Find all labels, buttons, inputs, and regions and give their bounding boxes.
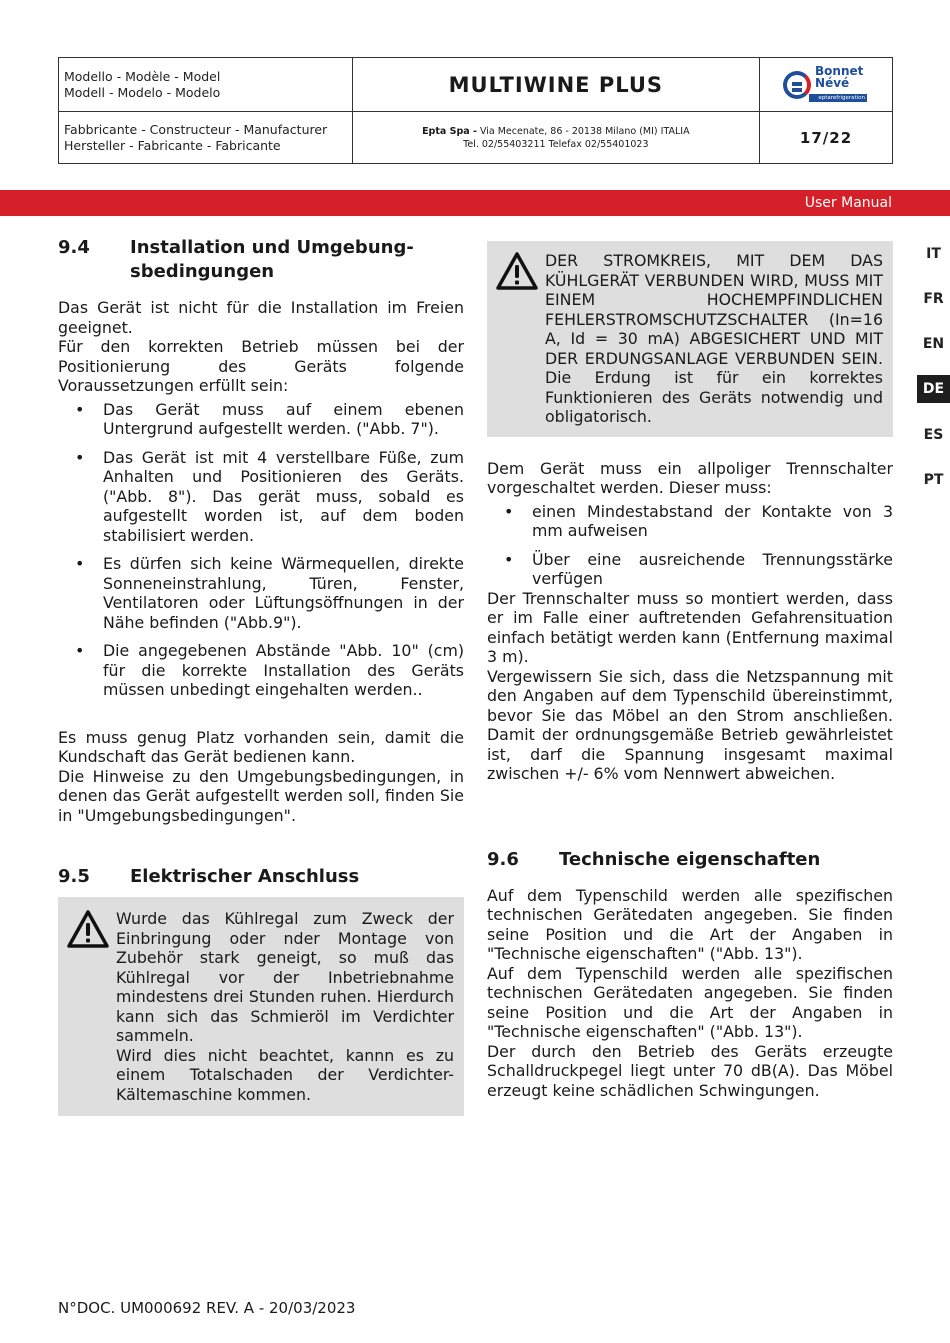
company-name: Epta Spa -	[422, 125, 477, 137]
document-title: MULTIWINE PLUS	[448, 72, 664, 97]
address-cell	[352, 112, 759, 164]
section-heading-9-6	[487, 848, 893, 872]
title-cell	[352, 58, 759, 112]
manufacturer-label-line-1: Fabbricante - Constructeur - Manufacturer	[64, 121, 328, 137]
warning-text: DER STROMKREIS, MIT DEM DAS KÜHLGERÄT VERBUNDEN WIRD, MUSS MIT EINEM HOCHEMPFINDLICHEN FEHLERSTROMSCHUTZSCHALTER (In=16 A, Id = 30 mA) ABGESICHERT UND MIT DER ERDUNGSANLAGE VERBUNDEN SEIN. Die Erdung ist für ein korrektes Funktionieren des Geräts notwendig und obligatorisch.	[545, 251, 883, 426]
address-text: Via Mecenate, 86 - 20138 Milano (MI) ITALIA	[476, 125, 690, 137]
model-label-cell	[59, 58, 353, 112]
paragraph: Dem Gerät muss ein allpoliger Trennschalter vorgeschaltet werden. Dieser muss:	[487, 458, 893, 497]
section-heading-9-4	[58, 236, 464, 284]
paragraph: Die Hinweise zu den Umgebungsbedingungen, in denen das Gerät aufgestellt werden soll, finden Sie in "Umgebungsbedingungen".	[58, 766, 464, 825]
document-number-footer: N°DOC. UM000692 REV. A - 20/03/2023	[58, 1299, 356, 1317]
section-number: 9.6	[487, 848, 519, 870]
section-title: Elektrischer Anschluss	[130, 866, 360, 887]
manual-band	[0, 190, 950, 216]
list-item: • Über eine ausreichende Trennungsstärke verfügen	[487, 550, 893, 589]
company-phone: Tel. 02/55403211 Telefax 02/55401023	[463, 138, 649, 150]
disconnector-requirements-list	[487, 502, 893, 589]
lang-tab-es[interactable]: ES	[923, 427, 944, 443]
logo-text-line-1: Bonnet	[815, 63, 864, 78]
section-heading-9-5	[58, 865, 464, 889]
paragraph: Es muss genug Platz vorhanden sein, damit die Kundschaft das Gerät bedienen kann.	[58, 727, 464, 766]
right-column	[487, 241, 893, 1100]
band-label: User Manual	[804, 195, 892, 211]
warning-text: Wird dies nicht beachtet, kannn es zu einem Totalschaden der Verdichter-Kältemaschine kommen.	[116, 1045, 454, 1104]
bonnet-neve-logo	[783, 65, 869, 105]
section-number: 9.5	[58, 866, 90, 887]
paragraph: Das Gerät ist nicht für die Installation im Freien geeignet.	[58, 298, 464, 337]
section-title: Technische eigenschaften	[559, 848, 821, 870]
installation-requirements-list	[58, 400, 464, 700]
left-column	[58, 236, 464, 1116]
list-item: • Die angegebenen Abstände "Abb. 10" (cm) für die korrekte Installation des Geräts müssen unbedingt eingehalten werden..	[58, 641, 464, 700]
logo-emblem-icon	[783, 71, 811, 99]
list-item: • einen Mindestabstand der Kontakte von 3 mm aufweisen	[487, 502, 893, 541]
page-cell	[760, 112, 893, 164]
model-label-line-1: Modello - Modèle - Model	[64, 68, 221, 84]
list-item: • Das Gerät muss auf einem ebenen Untergrund aufgestellt werden. ("Abb. 7").	[58, 400, 464, 439]
company-address	[353, 125, 759, 138]
list-item: • Es dürfen sich keine Wärmequellen, direkte Sonneneinstrahlung, Türen, Fenster, Ventilatoren oder Lüftungsöffnungen in der Nähe befinden ("Abb.9").	[58, 554, 464, 632]
warning-icon	[487, 251, 545, 427]
lang-tab-pt[interactable]: PT	[923, 472, 944, 488]
logo-text-line-2: Névé	[815, 75, 850, 90]
paragraph: Für den korrekten Betrieb müssen bei der Positionierung des Geräts folgende Voraussetzungen erfüllt sein:	[58, 337, 464, 395]
lang-tab-it[interactable]: IT	[926, 246, 941, 262]
warning-box-tilt	[58, 897, 464, 1116]
model-label-line-2: Modell - Modelo - Modelo	[64, 84, 221, 100]
paragraph: Auf dem Typenschild werden alle spezifischen technischen Gerätedaten angegeben. Sie finden seine Position und die Art der Angaben in "Technische eigenschaften" ("Abb. 13").	[487, 963, 893, 1041]
warning-icon	[58, 909, 116, 1104]
lang-tab-fr[interactable]: FR	[923, 291, 944, 307]
paragraph: Vergewissern Sie sich, dass die Netzspannung mit den Angaben auf dem Typenschild übereinstimmt, bevor Sie das Möbel an den Strom anschließen. Damit der ordnungsgemäße Betrieb gewährleistet ist, darf die Spannung insgesamt maximal zwischen +/- 6% vom Nennwert abweichen.	[487, 666, 893, 783]
section-number: 9.4	[58, 237, 90, 258]
page-number: 17/22	[799, 129, 853, 147]
lang-tab-de[interactable]: DE	[917, 375, 950, 403]
manufacturer-label-cell	[59, 112, 353, 164]
logo-cell	[760, 58, 893, 112]
manufacturer-label-line-2: Hersteller - Fabricante - Fabricante	[64, 137, 281, 153]
lang-tab-en[interactable]: EN	[922, 336, 945, 352]
section-title: Installation und Umgebung-sbedingungen	[130, 237, 414, 282]
list-item: • Das Gerät ist mit 4 verstellbare Füße, zum Anhalten und Positionieren des Geräts. ("Abb. 8"). Das gerät muss, sobald es aufgestellt worden ist, auf dem boden stabilisiert werden.	[58, 448, 464, 546]
paragraph: Der Trennschalter muss so montiert werden, dass er im Falle einer auftretenden Gefahrensituation einfach betätigt werden kann (Entfernung maximal 3 m).	[487, 588, 893, 666]
document-header	[58, 57, 893, 164]
paragraph: Der durch den Betrieb des Geräts erzeugte Schalldruckpegel liegt unter 70 dB(A). Das Möbel erzeugt keine schädlichen Schwingungen.	[487, 1041, 893, 1100]
warning-box-circuit	[487, 241, 893, 437]
warning-text: Wurde das Kühlregal zum Zweck der Einbringung oder nder Montage von Zubehör stark geneigt, so muß das Kühlregal vor der Inbetriebnahme mindestens drei Stunden ruhen. Hierdurch kann sich das Schmieröl im Verdichter sammeln.	[116, 909, 454, 1045]
paragraph: Auf dem Typenschild werden alle spezifischen technischen Gerätedaten angegeben. Sie finden seine Position und die Art der Angaben in "Technische eigenschaften" ("Abb. 13").	[487, 885, 893, 963]
logo-tagline: eptarefrigeration	[809, 94, 867, 102]
